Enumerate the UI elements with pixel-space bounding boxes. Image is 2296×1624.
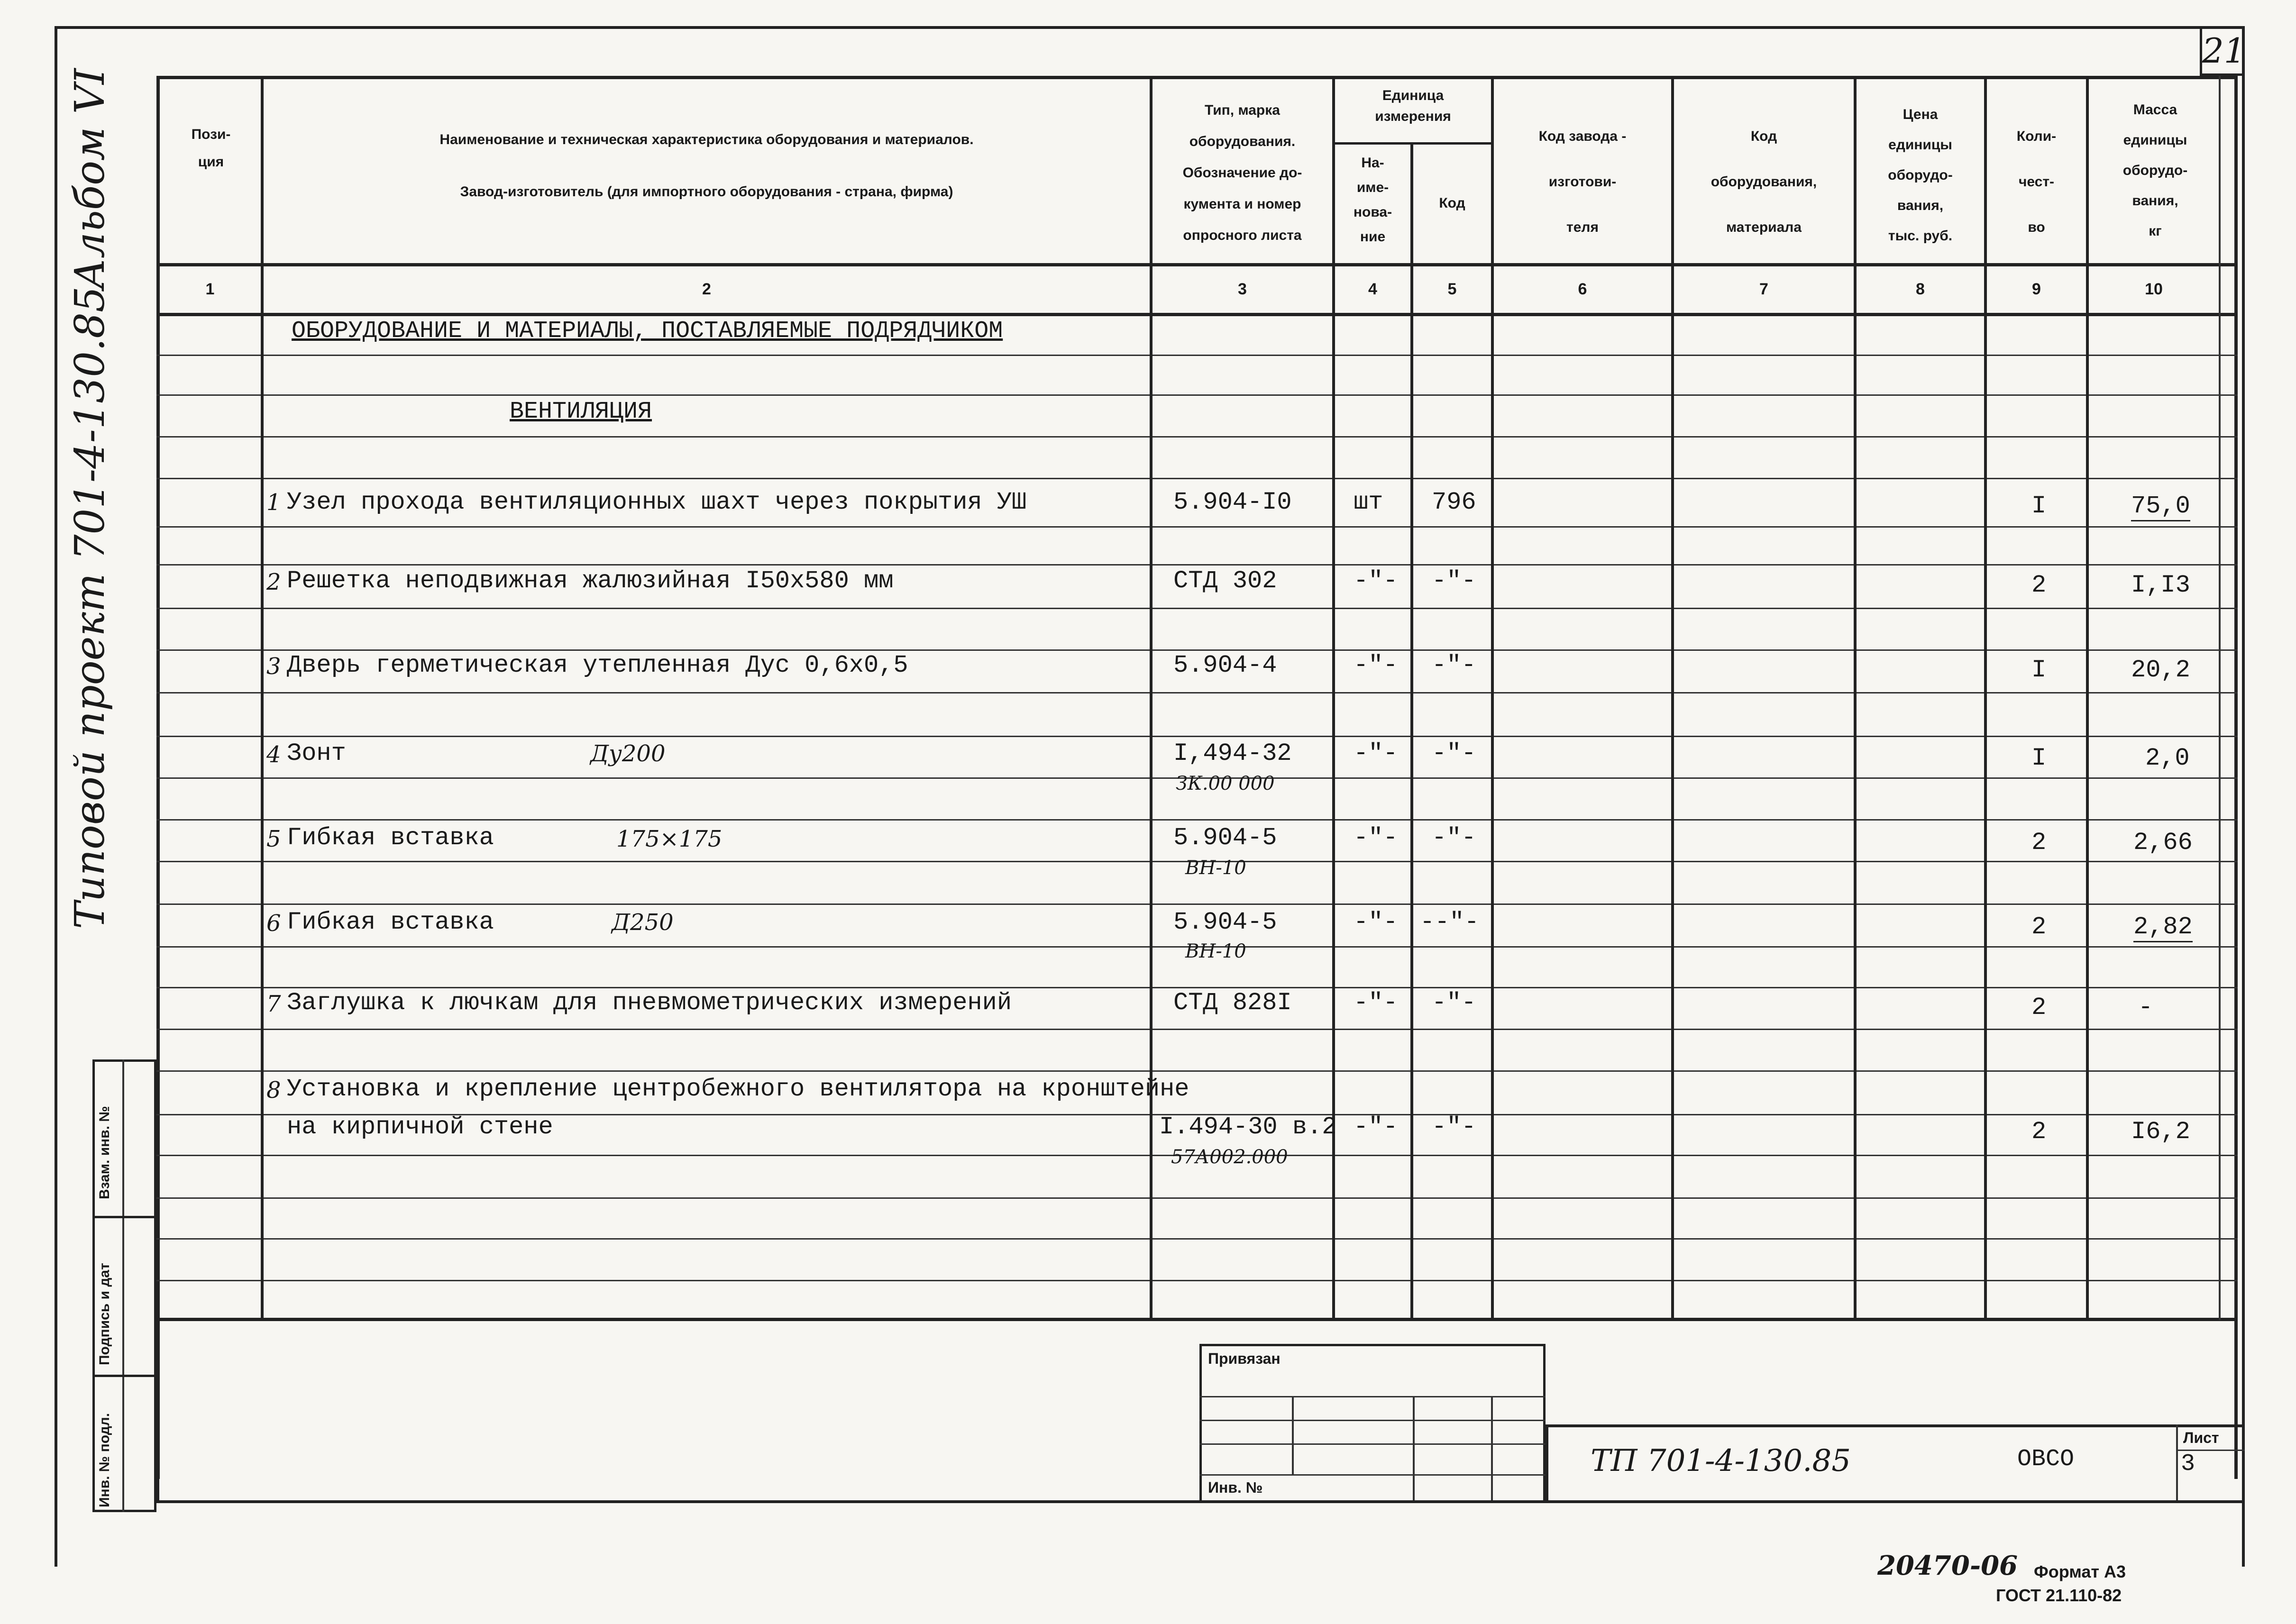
- row-quantity: 2: [2031, 571, 2047, 599]
- column-number: 4: [1368, 280, 1377, 298]
- row-type-detail: ВН-10: [1185, 940, 1246, 962]
- row-code: 796: [1432, 488, 1476, 516]
- header-unit-name: На- име- нова- ние: [1353, 155, 1392, 245]
- row-mass: 75,0: [2131, 492, 2190, 521]
- row-quantity: I: [2031, 744, 2047, 772]
- row-quantity: I: [2031, 656, 2047, 684]
- row-type: I.494-30 в.2: [1159, 1113, 1337, 1141]
- header-equipment-code: Код оборудования, материала: [1711, 128, 1817, 235]
- replace-inv-label: Взам. инв. №: [97, 1106, 112, 1199]
- doc-type: ОВСО: [2017, 1446, 2075, 1473]
- row-position: 2: [266, 569, 281, 595]
- format-label: Формат А3: [2034, 1562, 2126, 1581]
- row-unit: -"-: [1354, 908, 1398, 936]
- sheet-label: Лист: [2183, 1429, 2219, 1446]
- column-number: 1: [205, 280, 215, 298]
- header-quantity: Коли- чест- во: [2016, 128, 2057, 235]
- row-position: 6: [266, 910, 281, 937]
- row-mass: 2,82: [2133, 913, 2193, 942]
- column-number: 2: [702, 280, 711, 298]
- row-position: 1: [266, 489, 281, 516]
- row-unit: -"-: [1354, 567, 1398, 595]
- header-position: Пози- ция: [191, 127, 231, 170]
- row-code: -"-: [1432, 651, 1476, 679]
- doc-code: ТП 701-4-130.85: [1591, 1443, 1851, 1478]
- row-code: -"-: [1432, 739, 1476, 767]
- row-note: Ду200: [590, 740, 666, 767]
- inv-original-label: Инв. № подл.: [97, 1413, 112, 1507]
- row-mass: 20,2: [2131, 656, 2190, 684]
- section-title: ОБОРУДОВАНИЕ И МАТЕРИАЛЫ, ПОСТАВЛЯЕМЫЕ ПОДРЯДЧИКОМ: [292, 318, 1003, 345]
- row-type-detail: 57А002.000: [1171, 1146, 1288, 1168]
- row-note: Д250: [612, 909, 674, 936]
- header-unit-code: Код: [1439, 195, 1465, 211]
- row-type: 5.904-I0: [1173, 488, 1292, 516]
- row-quantity: 2: [2031, 829, 2047, 857]
- row-position: 8: [266, 1077, 281, 1104]
- row-quantity: 2: [2031, 913, 2047, 941]
- column-number: 7: [1759, 280, 1768, 298]
- column-number: 6: [1578, 280, 1587, 298]
- standard-label: ГОСТ 21.110-82: [1996, 1586, 2122, 1605]
- row-quantity: 2: [2031, 1118, 2047, 1146]
- row-name: Заглушка к лючкам для пневмометрических измерений: [287, 989, 1012, 1017]
- row-name: Дверь герметическая утепленная Дус 0,6x0,5: [287, 651, 908, 679]
- row-type: СТД 828I: [1173, 989, 1292, 1017]
- row-name: Гибкая вставка: [287, 824, 494, 852]
- row-position: 4: [266, 741, 281, 768]
- row-unit: -"-: [1354, 739, 1398, 767]
- row-position: 5: [266, 826, 281, 852]
- header-unit-group: Единица измерения: [1375, 88, 1451, 124]
- row-name: Зонт: [287, 739, 346, 767]
- sheet-value: 3: [2181, 1451, 2195, 1478]
- bound-label: Привязан: [1208, 1350, 1281, 1367]
- row-position: 7: [266, 991, 281, 1017]
- row-unit: шт: [1354, 488, 1383, 516]
- row-type: 5.904-4: [1173, 651, 1277, 679]
- signature-date-label: Подпись и дат: [97, 1263, 112, 1365]
- sheet-number: 21: [2200, 28, 2245, 76]
- row-position: 3: [266, 653, 281, 680]
- row-type: I,494-32: [1173, 739, 1292, 767]
- row-name: Узел прохода вентиляционных шахт через покрытия УШ: [287, 488, 1027, 516]
- row-unit: -"-: [1354, 989, 1398, 1017]
- row-mass: -: [2138, 994, 2153, 1022]
- row-note: 175×175: [616, 826, 723, 852]
- row-quantity: I: [2031, 492, 2047, 520]
- column-number: 9: [2032, 280, 2041, 298]
- row-type: 5.904-5: [1173, 908, 1277, 936]
- row-code: -"-: [1432, 824, 1476, 852]
- column-number: 5: [1447, 280, 1457, 298]
- column-number: 10: [2145, 280, 2163, 298]
- row-quantity: 2: [2031, 994, 2047, 1022]
- archive-number: 20470-06: [1877, 1550, 2018, 1581]
- header-name: Наименование и техническая характеристика оборудования и материалов. Завод-изготовитель (для импортного оборудования - страна, фирма): [439, 132, 974, 200]
- header-mass: Масса единицы оборудо- вания, кг: [2122, 102, 2188, 239]
- header-price: Цена единицы оборудо- вания, тыс. руб.: [1888, 107, 1953, 244]
- row-mass: I6,2: [2131, 1118, 2190, 1146]
- header-type: Тип, марка оборудования. Обозначение до- кумента и номер опросного листа: [1182, 102, 1302, 243]
- row-unit: -"-: [1354, 651, 1398, 679]
- row-type-detail: ВН-10: [1185, 857, 1246, 879]
- subsection-title: ВЕНТИЛЯЦИЯ: [510, 398, 652, 425]
- inv-no-label: Инв. №: [1208, 1479, 1263, 1496]
- row-code: -"-: [1432, 989, 1476, 1017]
- row-name: Гибкая вставка: [287, 908, 494, 936]
- row-type-detail: ЗК.00 000: [1176, 773, 1275, 794]
- row-type: СТД 302: [1173, 567, 1277, 595]
- header-factory-code: Код завода - изготови- теля: [1538, 128, 1627, 235]
- column-number: 8: [1916, 280, 1925, 298]
- row-mass: I,I3: [2131, 571, 2190, 599]
- project-label: Типовой проект 701-4-130.85: [66, 286, 114, 929]
- row-mass: 2,66: [2133, 829, 2193, 857]
- row-type: 5.904-5: [1173, 824, 1277, 852]
- column-number: 3: [1238, 280, 1247, 298]
- album-label: Альбом VI: [66, 68, 114, 289]
- row-unit: -"-: [1354, 1113, 1398, 1141]
- row-code: -"-: [1432, 1113, 1476, 1141]
- row-name: Решетка неподвижная жалюзийная I50x580 мм: [287, 567, 894, 595]
- row-unit: -"-: [1354, 824, 1398, 852]
- row-code: --"-: [1420, 908, 1479, 936]
- row-code: -"-: [1432, 567, 1476, 595]
- row-name-continued: на кирпичной стене: [287, 1113, 553, 1141]
- row-name: Установка и крепление центробежного вентилятора на кронштейне: [287, 1075, 1189, 1103]
- row-mass: 2,0: [2145, 744, 2190, 772]
